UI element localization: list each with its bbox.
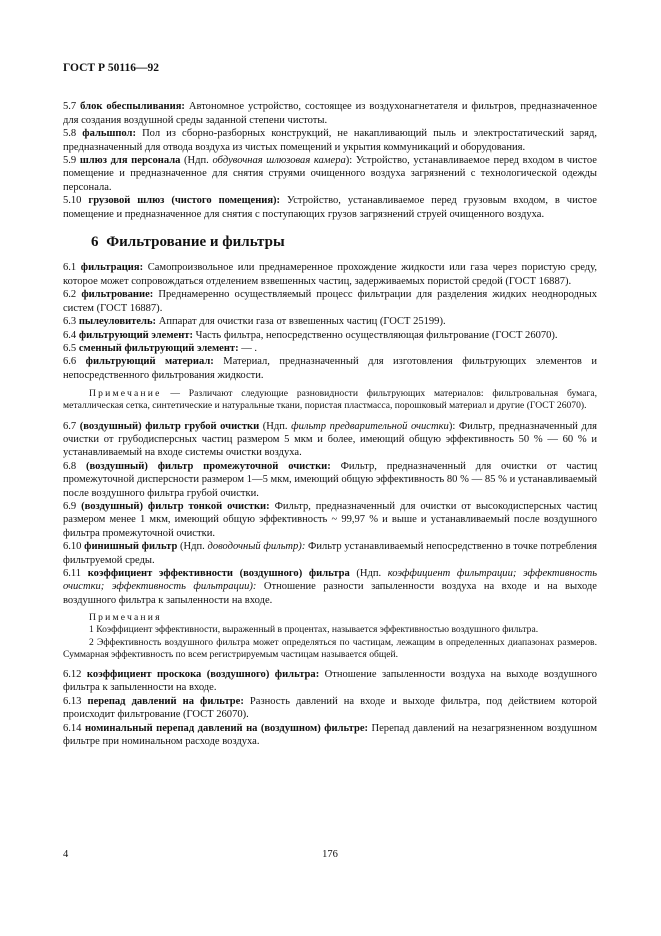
deprecated-term: доводочный фильтр): <box>207 541 306 553</box>
deprecated-term: обдувочная шлюзовая камера <box>212 155 346 167</box>
entry-number: 6.8 <box>63 460 77 472</box>
note <box>63 388 597 412</box>
term: грузовой шлюз (чистого помещения): <box>88 195 281 207</box>
term-entry <box>63 261 597 288</box>
term-entry <box>63 668 597 695</box>
definition: Отношение разности запыленности воздуха на входе и на выходе воздушного фильтра к запыленности на входе. <box>63 581 597 606</box>
definition: Преднамеренно осуществляемый процесс фильтрации для разделения жидких неоднородных систем (ГОСТ 16887). <box>63 289 597 314</box>
term-entry <box>63 154 597 194</box>
definition: Самопроизвольное или преднамеренное прохождение жидкости или газа через пористую среду, которое может сопровождаться отделением взвешенных частиц, задерживаемых пористой средой (ГОСТ 16887). <box>63 262 597 287</box>
definition: Автономное устройство, состоящее из воздухонагнетателя и фильтров, предназначенное для создания воздушной среды заданной степени чистоты. <box>63 101 597 126</box>
term: финишный фильтр <box>84 541 178 553</box>
entry-number: 5.9 <box>63 155 77 167</box>
term-entry <box>63 355 597 382</box>
prefix: (Ндп. <box>259 420 292 432</box>
entry-number: 6.3 <box>63 316 77 328</box>
note-label: Примечание <box>89 388 162 400</box>
definition: Перепад давлений на незагрязненном воздушном фильтре при номинальном расходе воздуха. <box>63 722 598 748</box>
term-entry <box>63 540 597 567</box>
note-item: 1 Коэффициент эффективности, выраженный в процентах, называется эффективностью воздушного фильтра. <box>89 624 539 636</box>
definition: ): Фильтр, предназначенный для очистки от грубодисперсных частиц размером 5 мкм и более, имеющий общую эффективность 50 % — 60 % и устанавливаемый на входе системы очистки воздуха. <box>63 420 597 459</box>
definition: Пол из сборно-разборных конструкций, не накапливающий пыль и электростатический заряд, предназначенный для отвода воздуха из чистых помещений и укрытия коммуникаций и оборудования. <box>63 128 598 153</box>
entry-number: 6.10 <box>63 541 82 553</box>
definition: Разность давлений на входе и выходе фильтра, под действием которой происходит фильтрование (ГОСТ 26070). <box>63 695 597 721</box>
note-item: 2 Эффективность воздушного фильтра может определяться по частицам, лежащим в определенных диапазонах размеров. Суммарная эффективность по всем регистрируемым частицам называется общей. <box>63 636 597 660</box>
term: блок обеспыливания: <box>80 101 185 113</box>
entry-number: 6.1 <box>63 262 77 274</box>
definition: Фильтр, предназначенный для очистки от высокодисперсных частиц размером менее 1 мкм, имеющий общую эффективность ~ 99,97 % и выше и устанавливаемый после воздушного фильтра промежуточной очистки. <box>63 500 598 539</box>
page-number: 4 <box>63 849 69 860</box>
entry-number: 6.5 <box>63 342 77 354</box>
entry-number: 6.2 <box>63 289 77 301</box>
term-entry <box>63 695 597 722</box>
document-page <box>63 62 597 748</box>
definition: ): Устройство, устанавливаемое перед входом в чистое помещение и предназначенное для снятия струями очищенного воздуха загрязнений с технологической одежды персонала. <box>63 155 597 193</box>
notes-block <box>63 612 597 661</box>
term: коэффициент эффективности (воздушного) фильтра <box>87 568 350 579</box>
section-6-entries-b <box>63 420 597 608</box>
sheet-number: 176 <box>322 849 338 860</box>
prefix: (Ндп. <box>177 541 208 553</box>
term: фальшпол: <box>82 128 136 140</box>
entry-number: 6.6 <box>63 356 77 368</box>
prefix: (Ндп. <box>180 155 213 167</box>
term-entry <box>63 194 597 221</box>
term-entry <box>63 329 597 342</box>
definition: Материал, предназначенный для изготовления фильтрующих элементов и непосредственного фильтрования жидкости. <box>63 356 598 381</box>
section-6-entries-c <box>63 668 597 748</box>
entry-number: 5.7 <box>63 101 77 113</box>
term: (воздушный) фильтр грубой очистки <box>79 420 260 432</box>
term: коэффициент проскока (воздушного) фильтра: <box>86 669 320 681</box>
entry-number: 6.7 <box>63 420 77 432</box>
entry-number: 5.8 <box>63 128 77 140</box>
prefix: (Ндп. <box>349 568 388 579</box>
term-entry <box>63 722 597 749</box>
entry-number: 6.4 <box>63 329 77 341</box>
definition: Фильтр устанавливаемый непосредственно в точке потребления фильтруемой среды. <box>63 541 597 566</box>
term: фильтрация: <box>80 262 144 274</box>
definition: Устройство, устанавливаемое перед грузовым входом, в чистое помещение и предназначенное для снятия с поступающих грузов загрязнений струей очищенного воздуха. <box>63 195 597 220</box>
entry-number: 6.11 <box>63 568 82 579</box>
entry-number: 6.12 <box>63 669 82 681</box>
term-entry <box>63 567 597 607</box>
term: фильтрование: <box>81 289 154 301</box>
term-entry <box>63 460 597 500</box>
term: пылеуловитель: <box>78 316 157 328</box>
definition: — . <box>238 342 258 354</box>
term-entry <box>63 420 597 460</box>
term: фильтрующий элемент: <box>78 329 193 341</box>
definition: Аппарат для очистки газа от взвешенных частиц (ГОСТ 25199). <box>156 316 446 328</box>
definition: Часть фильтра, непосредственно осуществляющая фильтрование (ГОСТ 26070). <box>192 329 558 341</box>
entry-number: 5.10 <box>63 195 82 207</box>
term: номинальный перепад давлений на (воздушном) фильтре: <box>84 722 369 734</box>
definition: Фильтр, предназначенный для очистки от частиц промежуточной дисперсности размером 1—5 мкм, имеющий общую эффективность 80 % — 85 % и устанавливаемый после воздушного фильтра грубой очистки. <box>63 460 597 499</box>
section-title <box>91 236 597 249</box>
term-entry <box>63 127 597 154</box>
entry-number: 6.13 <box>63 695 82 707</box>
definition: Отношение запыленности воздуха на выходе воздушного фильтра к запыленности на входе. <box>63 669 597 694</box>
term: шлюз для персонала <box>79 155 181 167</box>
entry-number: 6.14 <box>63 722 82 734</box>
deprecated-term: фильтр предварительной очистки <box>291 420 449 432</box>
section-number: 6 <box>91 234 99 251</box>
term: фильтрующий материал: <box>85 356 214 368</box>
term-entry <box>63 342 597 355</box>
term-entry <box>63 100 597 127</box>
document-header: ГОСТ Р 50116—92 <box>63 62 159 74</box>
entry-number: 6.9 <box>63 500 77 512</box>
notes-label: Примечания <box>89 612 162 624</box>
term: сменный фильтрующий элемент: <box>78 342 239 354</box>
term: (воздушный) фильтр промежуточной очистки: <box>86 460 331 472</box>
section-title-text: Фильтрование и фильтры <box>106 234 285 251</box>
term-entry <box>63 500 597 540</box>
note-text: — Различают следующие разновидности фильтрующих материалов: фильтровальная бумага, металлическая сетка, синтетические и натуральные ткани, пористая пластмасса, порошковый материал и другие (ГОСТ 26070). <box>63 388 597 412</box>
section-6-entries-a <box>63 261 597 382</box>
term-entry <box>63 315 597 328</box>
term: (воздушный) фильтр тонкой очистки: <box>81 500 270 512</box>
term: перепад давлений на фильтре: <box>87 695 244 707</box>
section-5-entries <box>63 100 597 221</box>
term-entry <box>63 288 597 315</box>
deprecated-term: коэффициент фильтрации; эффективность очистки; эффективность фильтрации): <box>63 568 597 593</box>
